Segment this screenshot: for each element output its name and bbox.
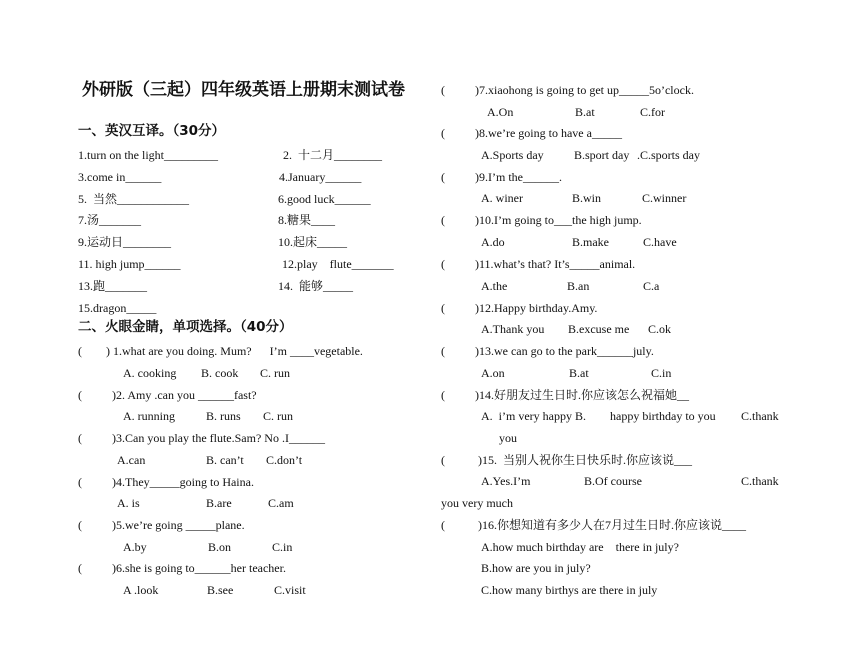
- option: B.at: [569, 366, 589, 380]
- option: A. running: [123, 409, 175, 423]
- option: B.on: [208, 540, 232, 554]
- option-continuation: you very much: [441, 496, 513, 510]
- option: C.have: [643, 235, 677, 249]
- option: B.Of course: [584, 474, 642, 488]
- option: C.don’t: [266, 453, 303, 467]
- vocab-item: 11. high jump______: [78, 257, 181, 271]
- question: ( )5.we’re going _____plane.: [78, 518, 245, 532]
- question: ( )2. Amy .can you ______fast?: [78, 388, 257, 402]
- vocab-item: 8.糖果____: [278, 213, 336, 227]
- vocab-item: 3.come in______: [78, 170, 162, 184]
- option: A.on: [481, 366, 505, 380]
- question: ( )15. 当别人祝你生日快乐时.你应该说___: [441, 453, 692, 467]
- question: ( )9.I’m the______.: [441, 170, 562, 184]
- question: ( )16.你想知道有多少人在7月过生日时.你应该说____: [441, 518, 746, 532]
- question: ( )11.what’s that? It’s_____animal.: [441, 257, 636, 271]
- vocab-item: 5. 当然____________: [78, 192, 190, 206]
- option: B.how are you in july?: [481, 561, 591, 575]
- question: ( )12.Happy birthday.Amy.: [441, 301, 598, 315]
- option: C. run: [263, 409, 293, 423]
- option: .C.sports day: [637, 148, 700, 162]
- option: A. i’m very happy B.: [481, 409, 586, 423]
- option: B. runs: [206, 409, 241, 423]
- option: C.how many birthys are there in july: [481, 583, 658, 597]
- option: A.do: [481, 235, 505, 249]
- section1-heading: 一、英汉互译。（30分）: [78, 123, 226, 139]
- vocab-item: 12.play flute_______: [282, 257, 394, 271]
- vocab-item: 10.起床_____: [278, 235, 348, 249]
- vocab-item: 7.汤_______: [78, 213, 142, 227]
- option: A.Yes.I’m: [481, 474, 531, 488]
- option: B.win: [572, 191, 602, 205]
- option: C.ok: [648, 322, 672, 336]
- option: C.in: [272, 540, 293, 554]
- option: C. run: [260, 366, 290, 380]
- option: A.Sports day: [481, 148, 544, 162]
- question: ( )4.They_____going to Haina.: [78, 475, 254, 489]
- question: ( )7.xiaohong is going to get up_____5o’clock.: [441, 83, 694, 97]
- option: C.thank: [741, 409, 779, 423]
- question: ( )3.Can you play the flute.Sam? No .I______: [78, 431, 325, 445]
- option: B.make: [572, 235, 609, 249]
- option: A. is: [117, 496, 140, 510]
- question: ( )13.we can go to the park______july.: [441, 344, 654, 358]
- question: ( )10.I’m going to___the high jump.: [441, 213, 642, 227]
- option: B. cook: [201, 366, 239, 380]
- vocab-item: 13.跑_______: [78, 279, 148, 293]
- option: A. winer: [481, 191, 523, 205]
- option: A.by: [123, 540, 147, 554]
- option: C.winner: [642, 191, 687, 205]
- option: C.for: [640, 105, 665, 119]
- option: B.excuse me: [568, 322, 630, 336]
- vocab-item: 9.运动日________: [78, 235, 172, 249]
- option: B.at: [575, 105, 595, 119]
- question: ( )6.she is going to______her teacher.: [78, 561, 286, 575]
- option: C.visit: [274, 583, 306, 597]
- option: B.an: [567, 279, 590, 293]
- option: C.a: [643, 279, 660, 293]
- option-continuation: you: [499, 431, 517, 445]
- option: B.sport day: [574, 148, 630, 162]
- option: B.see: [207, 583, 234, 597]
- option: A.can: [117, 453, 146, 467]
- option: B. can’t: [206, 453, 244, 467]
- option: A.On: [487, 105, 514, 119]
- vocab-item: 14. 能够_____: [278, 279, 354, 293]
- option: A.the: [481, 279, 508, 293]
- section2-heading: 二、火眼金睛，单项选择。（40分）: [78, 319, 293, 335]
- vocab-item: 4.January______: [279, 170, 362, 184]
- vocab-item: 2. 十二月________: [283, 148, 383, 162]
- option: A .look: [123, 583, 159, 597]
- vocab-item: 6.good luck______: [278, 192, 371, 206]
- question: ( )8.we’re going to have a_____: [441, 126, 622, 140]
- question: ( )14.好朋友过生日时.你应该怎么祝福她__: [441, 388, 689, 402]
- vocab-item: 1.turn on the light_________: [78, 148, 218, 162]
- page-title: 外研版（三起）四年级英语上册期末测试卷: [82, 80, 405, 100]
- question: ( ) 1.what are you doing. Mum? I’m ____vegetable.: [78, 344, 363, 358]
- option: A.how much birthday are there in july?: [481, 540, 679, 554]
- option: C.in: [651, 366, 672, 380]
- option: B.are: [206, 496, 232, 510]
- option: A.Thank you: [481, 322, 545, 336]
- option: C.am: [268, 496, 294, 510]
- option: A. cooking: [123, 366, 177, 380]
- vocab-item: 15.dragon_____: [78, 301, 157, 315]
- option: happy birthday to you: [610, 409, 716, 423]
- option: C.thank: [741, 474, 779, 488]
